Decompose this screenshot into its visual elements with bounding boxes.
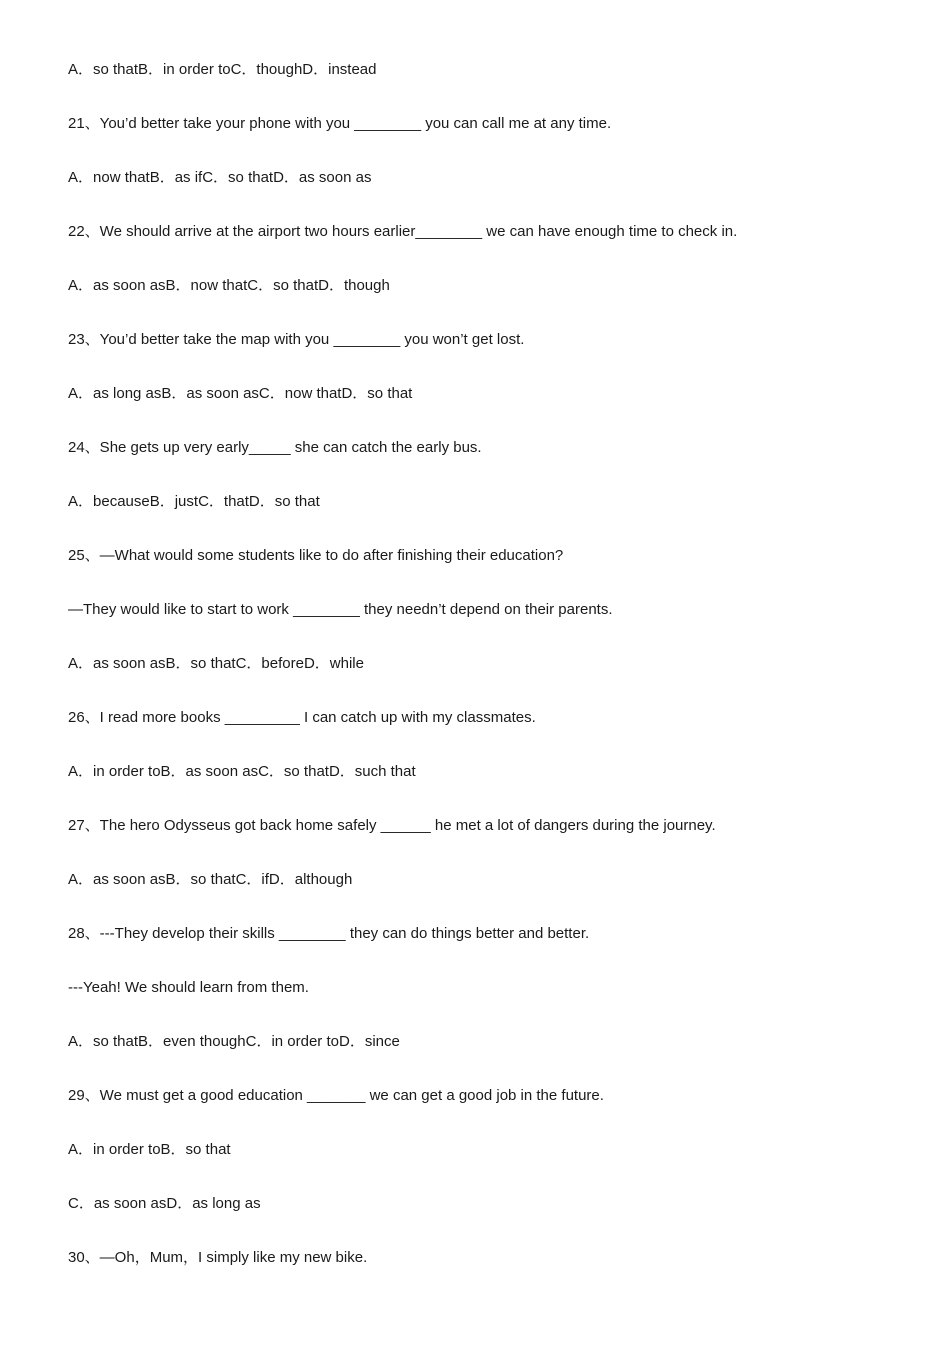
options-q23: A．as long asB．as soon asC．now thatD．so that (68, 385, 413, 402)
question-26: 26、I read more books _________ I can catch up with my classmates. (68, 709, 536, 726)
options-q22: A．as soon asB．now thatC．so thatD．though (68, 277, 390, 294)
options-q21: A．now thatB．as ifC．so thatD．as soon as (68, 169, 372, 186)
question-21: 21、You’d better take your phone with you ________ you can call me at any time. (68, 115, 612, 132)
question-23: 23、You’d better take the map with you ________ you won’t get lost. (68, 331, 525, 348)
question-25-reply: —They would like to start to work ________ they needn’t depend on their parents. (68, 601, 613, 618)
options-q28: A．so thatB．even thoughC．in order toD．since (68, 1033, 400, 1050)
question-30: 30、—Oh，Mum，I simply like my new bike. (68, 1249, 368, 1266)
options-q26: A．in order toB．as soon asC．so thatD．such that (68, 763, 416, 780)
options-q29-ab: A．in order toB．so that (68, 1141, 231, 1158)
options-q25: A．as soon asB．so thatC．beforeD．while (68, 655, 364, 672)
options-q27: A．as soon asB．so thatC．ifD．although (68, 871, 353, 888)
question-28-reply: ---Yeah! We should learn from them. (68, 979, 309, 996)
options-q24: A．becauseB．justC．thatD．so that (68, 493, 320, 510)
question-22: 22、We should arrive at the airport two hours earlier________ we can have enough time to check in. (68, 223, 738, 240)
question-29: 29、We must get a good education _______ we can get a good job in the future. (68, 1087, 604, 1104)
question-25: 25、—What would some students like to do after finishing their education? (68, 547, 564, 564)
question-27: 27、The hero Odysseus got back home safely ______ he met a lot of dangers during the journey. (68, 817, 716, 834)
options-q20: A．so thatB．in order toC．thoughD．instead (68, 61, 377, 78)
question-28: 28、---They develop their skills ________ they can do things better and better. (68, 925, 590, 942)
question-24: 24、She gets up very early_____ she can catch the early bus. (68, 439, 482, 456)
options-q29-cd: C．as soon asD．as long as (68, 1195, 261, 1212)
